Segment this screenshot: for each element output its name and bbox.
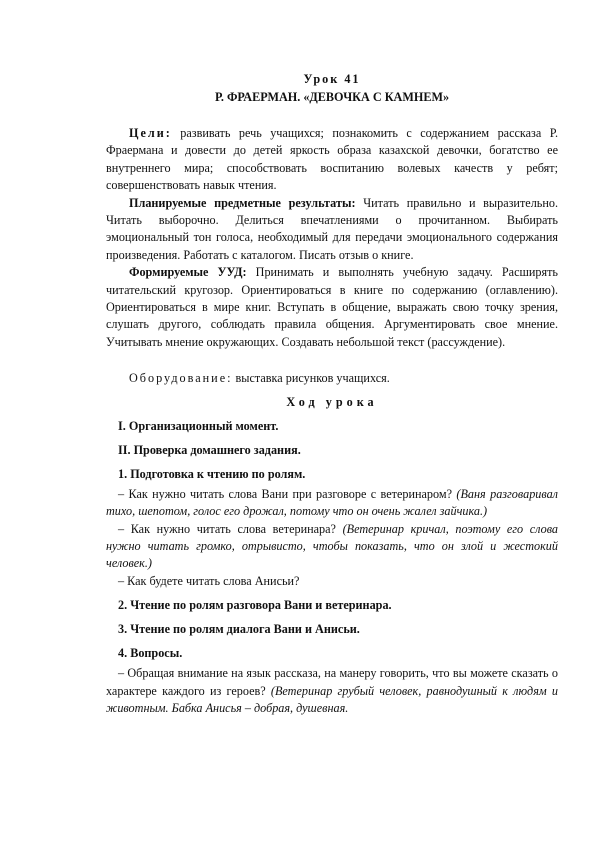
answer-2: (Ветеринар кричал, поэтому его слова нужно читать громко, отрывисто, чтобы показать, что он злой и жестокий человек.)	[106, 521, 558, 571]
answer-1: (Ваня разговаривал тихо, шепотом, голос его дрожал, потому что он очень жалел зайчика.)	[106, 486, 558, 519]
planned-results-label: Планируемые предметные результаты:	[129, 195, 356, 210]
uud-label: Формируемые УУД:	[129, 265, 247, 280]
uud-paragraph	[106, 264, 558, 351]
answer-4: (Ветеринар грубый человек, равнодушный к людям и животным. Бабка Анисья – добрая, душевная.	[106, 683, 558, 715]
section-reading-anisya: 3. Чтение по ролям диалога Вани и Анисьи.	[118, 622, 360, 637]
section-organizational: I. Организационный момент.	[118, 418, 279, 433]
question-4: – Обращая внимание на язык рассказа, на манеру говорить, что вы можете сказать о характере каждого из героев? (Ветеринар грубый человек, равнодушный к людям и животным. Бабка Анисья – добрая, душевная.	[106, 666, 558, 715]
question-3: – Как будете читать слова Анисьи?	[118, 573, 300, 588]
goals-label: Цели:	[129, 126, 172, 140]
lesson-title: Р. ФРАЕРМАН. «ДЕВОЧКА С КАМНЕМ»	[214, 90, 450, 104]
lesson-info	[106, 125, 558, 351]
planned-results-text: Читать правильно и выразительно. Читать выборочно. Делиться впечатлениями о прочитанном. Выбирать эмоциональный тон голоса, необходимый для передачи эмоционального содержания произведения. Работать с каталогом. Писать отзыв о книге.	[106, 195, 558, 262]
lesson-number: Урок 41	[303, 72, 361, 86]
equipment-label: Оборудование:	[129, 371, 233, 386]
equipment-text: выставка рисунков учащихся.	[235, 371, 390, 386]
goals-paragraph	[106, 125, 558, 195]
section-questions: 4. Вопросы.	[118, 646, 183, 661]
course-title: Ход урока	[286, 394, 378, 409]
equipment-block	[106, 370, 558, 387]
uud-text: Принимать и выполнять учебную задачу. Расширять читательский кругозор. Ориентироваться в книге по содержанию (оглавлению). Ориентироваться в мире книг. Вступать в общение, выражать свою точку зрения, слушать другого, соблюдать правила общения. Аргументировать свое мнение. Учитывать мнение окружающих. Создавать небольшой текст (рассуждение).	[106, 265, 558, 349]
goals-text: развивать речь учащихся; познакомить с содержанием рассказа Р. Фраермана и довести до детей яркость образа казахской девочки, богатство ее внутреннего мира; способствовать воспитанию волевых качеств у ребят; совершенствовать навык чтения.	[106, 126, 559, 193]
planned-results-paragraph	[106, 195, 558, 265]
equipment-paragraph	[106, 370, 558, 387]
section-reading-prep: 1. Подготовка к чтению по ролям.	[118, 466, 306, 481]
question-2: – Как нужно читать слова ветеринара? (Ветеринар кричал, поэтому его слова нужно читать громко, отрывисто, чтобы показать, что он злой и жестокий человек.)	[106, 521, 558, 571]
section-reading-vet: 2. Чтение по ролям разговора Вани и ветеринара.	[118, 598, 392, 613]
question-1: – Как нужно читать слова Вани при разговоре с ветеринаром? (Ваня разговаривал тихо, шепотом, голос его дрожал, потому что он очень жалел зайчика.)	[106, 486, 558, 519]
section-homework-check: II. Проверка домашнего задания.	[118, 442, 301, 457]
